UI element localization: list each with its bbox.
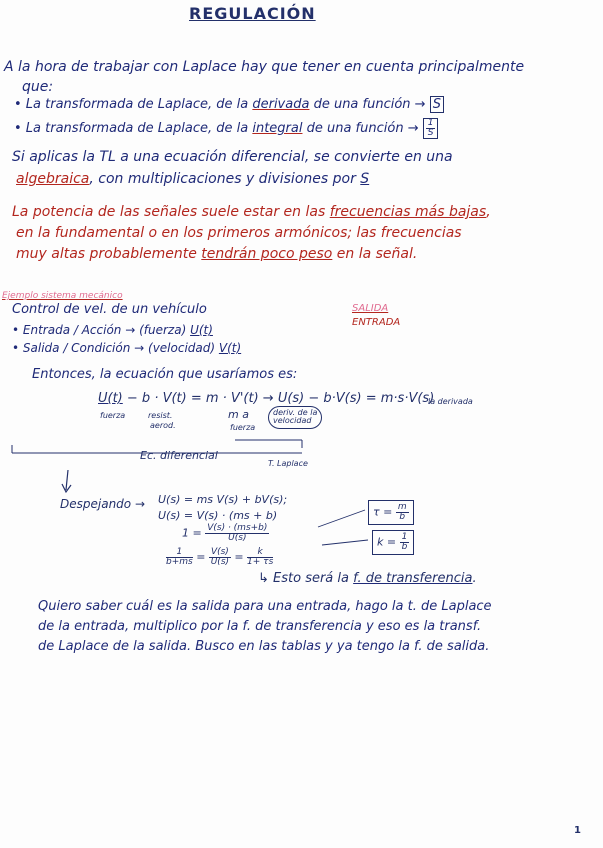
tau-frac xyxy=(396,503,409,522)
bullet-integral-pre: • La transformada de Laplace, de la xyxy=(14,121,253,136)
entonces-line: Entonces, la ecuación que usaríamos es: xyxy=(32,367,298,382)
power-line-1-post: , xyxy=(486,204,491,220)
power-line-1 xyxy=(12,205,491,219)
step-3-den: U(s) xyxy=(228,533,247,543)
intro-line-1: A la hora de trabajar con Laplace hay que tener en cuenta principalmente xyxy=(4,59,525,75)
salida-line xyxy=(12,342,241,354)
salida-label: SALIDA xyxy=(352,303,389,314)
deriv-velocidad-oval xyxy=(268,406,322,429)
tau-box xyxy=(368,500,414,525)
despejando-step-4 xyxy=(166,548,273,567)
bullet-derivada-pre: • La transformada de Laplace, de la xyxy=(14,97,253,112)
step-4-lhs-den: b+ms xyxy=(166,557,193,567)
label-ma: m a xyxy=(228,408,249,421)
closing-line-1: Quiero saber cuál es la salida para una entrada, hago la t. de Laplace xyxy=(38,599,492,614)
despejando-step-2: U(s) = V(s) · (ms + b) xyxy=(158,509,278,522)
step-4-lhs xyxy=(166,548,193,567)
equation-u: U(t) xyxy=(98,391,123,406)
example-header: Ejemplo sistema mecánico xyxy=(2,291,123,301)
intro-line-2: que: xyxy=(22,79,54,95)
power-line-3-post: en la señal. xyxy=(332,246,418,262)
label-t-laplace: T. Laplace xyxy=(268,459,308,468)
bullet-integral xyxy=(14,118,438,139)
transfer-post: . xyxy=(472,571,477,586)
power-line-1-pre: La potencia de las señales suele estar en las xyxy=(12,204,330,220)
k-box xyxy=(372,530,414,555)
oval-line-2: velocidad xyxy=(273,416,312,426)
bullet-integral-post: de una función → xyxy=(302,121,419,136)
closing-line-2: de la entrada, multiplico por la f. de transferencia y eso es la transf. xyxy=(38,619,482,634)
salida-line-pre: • Salida / Condición → (velocidad) xyxy=(12,341,219,355)
power-line-1-key: frecuencias más bajas xyxy=(329,204,487,220)
label-aerod: aerod. xyxy=(150,421,176,430)
bullet-integral-key: integral xyxy=(252,121,303,136)
entrada-line-pre: • Entrada / Acción → (fuerza) xyxy=(12,323,191,337)
k-pointer-line xyxy=(322,540,368,545)
step-4-rhs-num: k xyxy=(247,548,273,558)
equation-mid: − b · V(t) = m · V'(t) → xyxy=(126,391,274,406)
step-4-mid xyxy=(209,548,231,567)
page-title: REGULACIÓN xyxy=(189,4,316,23)
algebra-line-1: Si aplicas la TL a una ecuación diferencial, se convierte en una xyxy=(12,149,453,165)
step-4-rhs-den: 1+ τs xyxy=(247,557,274,567)
bullet-derivada xyxy=(14,98,444,111)
power-line-3-key: tendrán poco peso xyxy=(201,246,333,262)
equation-laplace: U(s) − b·V(s) = m·s·V(s) xyxy=(277,391,435,406)
entrada-line xyxy=(12,324,213,336)
k-frac xyxy=(400,533,410,552)
despejando-step-3 xyxy=(182,524,269,543)
power-line-3 xyxy=(16,247,417,261)
transfer-pre: ↳ Esto será la xyxy=(258,571,354,586)
bullet-derivada-post: de una función → xyxy=(309,97,426,112)
bullet-derivada-key: derivada xyxy=(252,97,310,112)
step-3-frac xyxy=(205,524,269,543)
label-fuerza-2: fuerza xyxy=(230,423,256,432)
entrada-line-var: U(t) xyxy=(190,323,213,337)
step-4-lhs-num: 1 xyxy=(166,548,193,558)
algebra-s: S xyxy=(360,171,370,187)
label-fuerza: fuerza xyxy=(100,411,126,420)
k-den: b xyxy=(401,542,408,552)
power-line-2: en la fundamental o en los primeros armónicos; las frecuencias xyxy=(16,225,462,241)
algebra-key: algebraica xyxy=(16,171,90,187)
step-4-mid-num: V(s) xyxy=(210,547,229,557)
bullet-integral-box-num: 1 xyxy=(427,118,434,128)
step-4-rhs xyxy=(247,548,273,567)
transfer-key: f. de transferencia xyxy=(353,571,473,586)
label-resist: resist. xyxy=(148,411,173,420)
bullet-integral-box-den: S xyxy=(427,128,434,138)
bullet-derivada-box: S xyxy=(430,96,444,113)
step-3-num: V(s) · (ms+b) xyxy=(207,523,268,533)
down-arrow-shaft xyxy=(66,470,68,490)
algebra-line-2 xyxy=(16,172,369,186)
algebra-post: , con multiplicaciones y divisiones por xyxy=(89,171,361,187)
equation-line xyxy=(98,392,434,405)
tau-pointer-line xyxy=(318,510,365,527)
step-4-mid-den: U(s) xyxy=(210,557,230,567)
step-3-lhs: 1 = xyxy=(182,526,202,540)
tau-num: m xyxy=(397,502,407,512)
control-title: Control de vel. de un vehículo xyxy=(12,302,207,317)
salida-line-var: V(t) xyxy=(218,341,242,355)
transfer-note xyxy=(258,572,477,585)
tau-den: b xyxy=(399,512,406,522)
power-line-3-pre: muy altas probablemente xyxy=(16,246,202,262)
despejando-step-1: U(s) = ms V(s) + bV(s); xyxy=(158,493,288,506)
entrada-label: ENTRADA xyxy=(352,317,401,328)
closing-line-3: de Laplace de la salida. Busco en las tablas y ya tengo la f. de salida. xyxy=(38,639,490,654)
k-lhs: k = xyxy=(377,535,397,549)
label-derivada: la derivada xyxy=(428,397,473,406)
label-ec-diferencial: Ec. diferencial xyxy=(140,449,218,462)
step-4-eq-2: = xyxy=(234,550,244,564)
page-number: 1 xyxy=(574,825,581,836)
oval-line-1: deriv. de la xyxy=(273,408,318,417)
tau-lhs: τ = xyxy=(373,505,393,519)
bullet-integral-box xyxy=(423,118,439,139)
k-num: 1 xyxy=(401,532,408,542)
step-4-eq-1: = xyxy=(196,550,206,564)
despejando-label: Despejando → xyxy=(60,497,145,511)
